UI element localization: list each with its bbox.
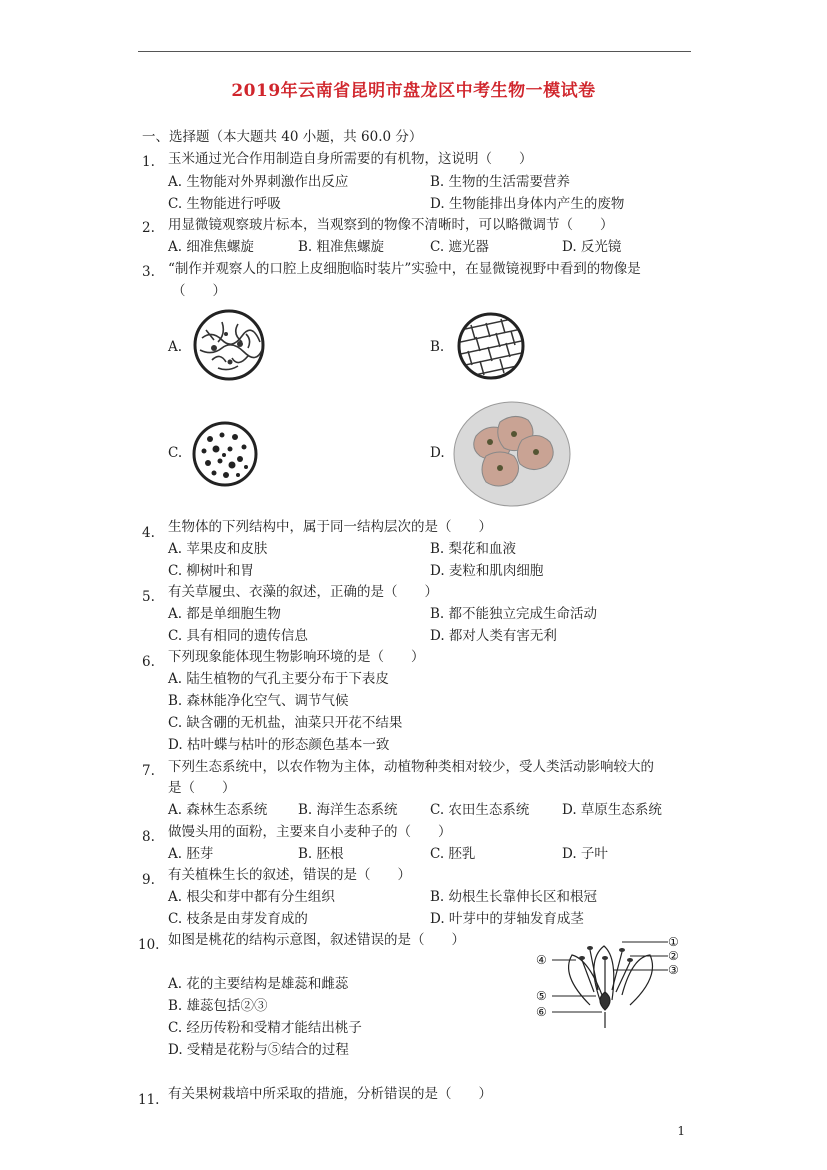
q8-stem: 做馒头用的面粉，主要来自小麦种子的（ ） <box>168 824 452 840</box>
flower-label-1: ① <box>668 935 679 949</box>
q6-stem: 下列现象能体现生物影响环境的是（ ） <box>168 649 425 665</box>
q7-stem: 下列生态系统中，以农作物为主体，动植物种类相对较少，受人类活动影响较大的 <box>168 759 654 775</box>
q3-image-c <box>190 419 260 489</box>
q1-option-a: A. 生物能对外界刺激作出反应 <box>168 174 349 190</box>
q7-number: 7. <box>142 763 155 779</box>
q4-option-b: B. 梨花和血液 <box>430 541 517 557</box>
q6-option-b: B. 森林能净化空气、调节气候 <box>168 693 349 709</box>
q3-stem: “制作并观察人的口腔上皮细胞临时装片”实验中，在显微镜视野中看到的物像是 <box>168 261 641 277</box>
page-title: 2019年云南省昆明市盘龙区中考生物一模试卷 <box>231 81 596 101</box>
q10-option-c: C. 经历传粉和受精才能结出桃子 <box>168 1020 362 1036</box>
flower-label-5: ⑤ <box>536 989 547 1003</box>
q2-option-c: C. 遮光器 <box>430 239 489 255</box>
q5-option-c: C. 具有相同的遗传信息 <box>168 628 308 644</box>
flower-label-3: ③ <box>668 963 679 977</box>
q4-stem: 生物体的下列结构中，属于同一结构层次的是（ ） <box>168 519 492 535</box>
q10-number: 10. <box>138 937 160 953</box>
page-number: 1 <box>677 1124 685 1138</box>
q1-option-b: B. 生物的生活需要营养 <box>430 174 571 190</box>
q4-option-a: A. 苹果皮和皮肤 <box>168 541 268 557</box>
q3-option-a: A. <box>168 339 183 355</box>
q9-option-b: B. 幼根生长靠伸长区和根冠 <box>430 889 598 905</box>
flower-label-6: ⑥ <box>536 1005 547 1019</box>
q7-option-c: C. 农田生态系统 <box>430 802 530 818</box>
q9-option-c: C. 枝条是由芽发育成的 <box>168 911 308 927</box>
q3-stem-cont: （ ） <box>172 283 226 299</box>
q3-option-b: B. <box>430 339 445 355</box>
section-heading: 一、选择题（本大题共 40 小题，共 60.0 分） <box>142 129 423 145</box>
q1-number: 1. <box>142 154 155 170</box>
q6-option-c: C. 缺含硼的无机盐，油菜只开花不结果 <box>168 715 403 731</box>
q8-option-d: D. 子叶 <box>562 846 608 862</box>
q4-option-c: C. 柳树叶和胃 <box>168 563 254 579</box>
flower-label-2: ② <box>668 949 679 963</box>
q3-image-d <box>452 400 572 508</box>
q6-option-a: A. 陆生植物的气孔主要分布于下表皮 <box>168 671 389 687</box>
q4-number: 4. <box>142 525 155 541</box>
q10-option-b: B. 雄蕊包括②③ <box>168 998 268 1014</box>
q6-number: 6. <box>142 654 155 670</box>
q5-option-b: B. 都不能独立完成生命活动 <box>430 606 598 622</box>
q8-option-b: B. 胚根 <box>298 846 344 862</box>
q3-option-d: D. <box>430 445 445 461</box>
q7-option-b: B. 海洋生态系统 <box>298 802 398 818</box>
q2-option-a: A. 细准焦螺旋 <box>168 239 254 255</box>
q2-number: 2. <box>142 220 155 236</box>
q5-number: 5. <box>142 589 155 605</box>
q4-option-d: D. 麦粒和肌肉细胞 <box>430 563 544 579</box>
q2-option-b: B. 粗准焦螺旋 <box>298 239 385 255</box>
q7-stem-cont: 是（ ） <box>168 780 236 796</box>
q11-stem: 有关果树栽培中所采取的措施，分析错误的是（ ） <box>168 1086 492 1102</box>
q1-option-d: D. 生物能排出身体内产生的废物 <box>430 196 625 212</box>
q8-number: 8. <box>142 829 155 845</box>
q6-option-d: D. 枯叶蝶与枯叶的形态颜色基本一致 <box>168 737 390 753</box>
q8-option-a: A. 胚芽 <box>168 846 214 862</box>
q9-option-d: D. 叶芽中的芽轴发育成茎 <box>430 911 584 927</box>
q2-stem: 用显微镜观察玻片标本，当观察到的物像不清晰时，可以略微调节（ ） <box>168 217 614 233</box>
q5-option-d: D. 都对人类有害无利 <box>430 628 557 644</box>
q5-stem: 有关草履虫、衣藻的叙述，正确的是（ ） <box>168 584 438 600</box>
q3-image-a <box>192 308 266 382</box>
q7-option-d: D. 草原生态系统 <box>562 802 662 818</box>
q1-stem: 玉米通过光合作用制造自身所需要的有机物，这说明（ ） <box>168 151 533 167</box>
q1-option-c: C. 生物能进行呼吸 <box>168 196 281 212</box>
q8-option-c: C. 胚乳 <box>430 846 476 862</box>
q3-option-c: C. <box>168 445 183 461</box>
q9-option-a: A. 根尖和芽中都有分生组织 <box>168 889 335 905</box>
peach-flower-diagram <box>530 930 690 1030</box>
q5-option-a: A. 都是单细胞生物 <box>168 606 281 622</box>
flower-label-4: ④ <box>536 953 547 967</box>
q3-number: 3. <box>142 264 155 280</box>
q2-option-d: D. 反光镜 <box>562 239 622 255</box>
q11-number: 11. <box>138 1092 160 1108</box>
q10-option-d: D. 受精是花粉与⑤结合的过程 <box>168 1042 349 1058</box>
q9-number: 9. <box>142 872 155 888</box>
q10-option-a: A. 花的主要结构是雄蕊和雌蕊 <box>168 976 349 992</box>
q9-stem: 有关植株生长的叙述，错误的是（ ） <box>168 867 411 883</box>
q7-option-a: A. 森林生态系统 <box>168 802 268 818</box>
q3-image-b <box>456 311 526 381</box>
q10-stem: 如图是桃花的结构示意图，叙述错误的是（ ） <box>168 932 465 948</box>
header-rule <box>138 51 691 52</box>
